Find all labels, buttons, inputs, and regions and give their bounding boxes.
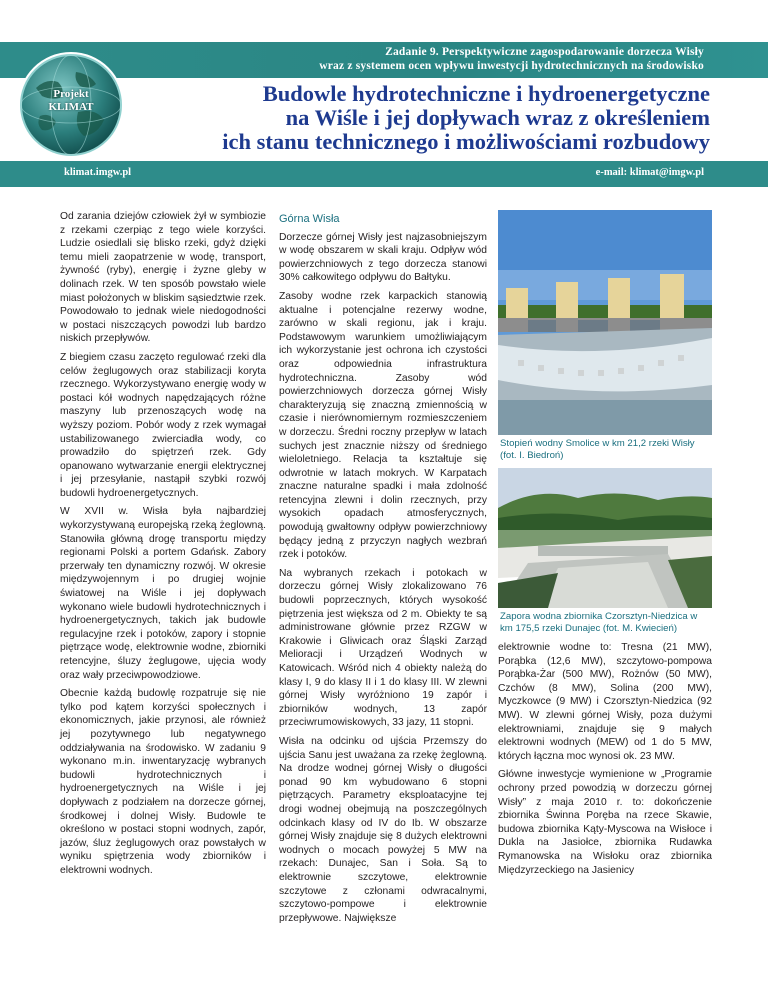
column-3	[498, 210, 712, 882]
photo-smolice	[498, 210, 712, 435]
task-text	[319, 45, 704, 73]
column-3-text	[498, 641, 712, 877]
title-line-1: Budowle hydrotechniczne i hydroenergetyczne	[262, 81, 710, 106]
paragraph: Dorzecze górnej Wisły jest najzasobniejszym w wodę obszarem w skali kraju. Odpływ wód powierzchniowych z tego dorzecza stanowi 30% całkowitego odpływu do Bałtyku.	[279, 231, 487, 284]
dam-photo-smolice	[498, 210, 712, 435]
column-2	[279, 210, 487, 930]
column-1	[60, 210, 266, 883]
paragraph: Główne inwestycje wymienione w „Programie ochrony przed powodzią w dorzeczu górnej Wisły” z maja 2010 r. to: dokończenie zbiornika Świnna Poręba na rzece Skawie, budowa zbiornika Kąty-Myscowa na Wisłoce i Dukla na Jasiołce, zbiornika Rudawka Rymanowska na Wisłoku oraz zbiornika Międzyrzeckiego na Jasienicy	[498, 769, 712, 876]
dam-photo-czorsztyn	[498, 468, 712, 608]
paragraph: Zasoby wodne rzek karpackich stanowią aktualne i potencjalne rezerwy wodne, zarówno w skali regionu, jak i kraju. Podstawowym warunkiem umożliwiającym ich wykorzystanie jest ochrona ich czystości oraz odpowiednia infrastruktura hydrotechniczna. Zasoby wód powierzchniowych dorzecza górnej Wisły charakteryzują się znaczną zmiennością w czasie i nierównomiernym rozmieszczeniem w dorzeczu. Średni roczny przepływ w latach suchych jest znacznie niższy od średniego wieloletniego. Relacja ta kształtuje się odwrotnie w latach mokrych. W Karpatach znaczne naturalne spadki i mała zdolność retencyjna zlewni i dolin rzecznych, przy wysokich opadach atmosferycznych, powodują gwałtowny odpływ powierzchniowy będący jedną z przyczyn nagłych wezbrań rzek i potoków.	[279, 290, 487, 561]
logo-line-2: KLIMAT	[48, 101, 94, 113]
paragraph: W XVII w. Wisła była najbardziej wykorzystywaną europejską rzeką żeglowną. Stanowiła główną drogę transportu między regionami Polski a portem Gdańsk. Zabory przerwały ten dynamiczny rozwój. W okresie międzywojennym i po drugiej wojnie światowej na Wiśle i jej dopływach wykonano wiele budowli hydrotechnicznych i hydroenergetycznych, takich jak budowle regulacyjne rzek i potoków, zapory i stopnie piętrzące wodę, elektrownie wodne, zbiorniki retencyjne, śluzy żeglugowe, ujęcia wody oraz wały przeciwpowodziowe.	[60, 506, 266, 681]
paragraph: Na wybranych rzekach i potokach w dorzeczu górnej Wisły zlokalizowano 76 budowli poprzecznych, których wysokość piętrzenia jest większa od 2 m. Obiekty te są administrowane głównie przez RZGW w Krakowie i Gliwicach oraz Śląski Zarząd Melioracji i Urządzeń Wodnych w Katowicach. Wśród nich 4 obiekty należą do klasy I, 9 do klasy II i 1 do klasy III. W zlewni górnej Wisły wyróżniono 19 zapór i zbiorników wodnych, 13 zapór przeciwrumowiskowych, 33 jazy, 11 stopni.	[279, 567, 487, 729]
photo-caption-1: Stopień wodny Smolice w km 21,2 rzeki Wisły (fot. I. Biedroń)	[500, 438, 695, 461]
page-title	[222, 82, 710, 154]
photo-caption-2: Zapora wodna zbiornika Czorsztyn-Niedzica w km 175,5 rzeki Dunajec (fot. M. Kwiecień)	[500, 611, 698, 634]
project-klimat-logo	[16, 50, 126, 160]
title-line-3: ich stanu technicznego i możliwościami rozbudowy	[222, 129, 710, 154]
paragraph: Od zarania dziejów człowiek żył w symbiozie z rzekami czerpiąc z tego wiele korzyści. Ludzie osiedlali się blisko rzeki, gdyż dzięki temu mieli zaopatrzenie w wodę, transport, żywność (ryby), energię i żyzne gleby w dolinach rzek. W ten sposób powstało wiele miast położonych w bliskim sąsiedztwie rzek. Powodowało to jednak wiele niedogodności w postaci niszczących powodzi lub bardzo niskich przepływów.	[60, 211, 266, 345]
task-line-1: Zadanie 9. Perspektywiczne zagospodarowanie dorzecza Wisły	[385, 46, 704, 58]
logo-text	[16, 88, 126, 114]
paragraph: Obecnie każdą budowlę rozpatruje się nie tylko pod kątem korzyści społecznych i ekonomicznych, jakie przynosi, ale również jej pozytywnego lub negatywnego oddziaływania na środowisko. W zadaniu 9 wykonano m.in. inwentaryzację wybranych budowli hydrotechnicznych i hydroenergetycznych na Wiśle i jej dopływach z podziałem na dorzecze górnej, środkowej i dolnej Wisły. Budowle te określono w postaci stopni wodnych, zapór, jazów, śluz żeglugowych oraz powstałych w wyniku spiętrzenia wody zbiorników i elektrowni wodnych.	[60, 688, 266, 876]
paragraph: Z biegiem czasu zaczęto regulować rzeki dla celów żeglugowych oraz stabilizacji koryta rzecznego. Wykorzystywano energię wody w postaci kół wodnych napędzających różne maszyny lub przenoszących wodę na wyższy poziom. Pobór wody z rzek wymagał ustabilizowanego zwierciadła wody, co prowadziło do spiętrzeń rzek. Gdy opanowano wytwarzanie energii elektrycznej i jej przesyłanie, nastąpił szybki rozwój budowli hydroenergetycznych.	[60, 351, 266, 499]
paragraph: elektrownie wodne to: Tresna (21 MW), Porąbka (12,6 MW), szczytowo-pompowa Porąbka-Żar (500 MW), Rożnów (50 MW), Czchów (8 MW), Solina (200 MW), Myczkowce (9 MW) i Czorsztyn-Niedzica (92 MW). W zlewni górnej Wisły, poza dużymi elektrowniami, znajduje się 9 małych elektrowni wodnych (MEW) od 1 do 5 MW, których łączna moc wynosi ok. 23 MW.	[498, 642, 712, 762]
page-header	[0, 0, 768, 192]
website-link[interactable]: klimat.imgw.pl	[64, 167, 132, 178]
contact-banner	[0, 161, 768, 187]
photo-czorsztyn	[498, 468, 712, 608]
paragraph: Wisła na odcinku od ujścia Przemszy do ujścia Sanu jest uważana za rzekę żeglowną. Na drodze wodnej górnej Wisły o długości ponad 90 km wybudowano 6 stopni piętrzących. Parametry eksploatacyjne tej drogi wodnej obejmują na poszczególnych odcinkach klasy od IV do Ib. W obszarze górnej Wisły znajduje się 8 dużych elektrowni wodnych o mocach powyżej 5 MW na rzekach: Dunajec, San i Soła. Są to elektrownie szczytowe, elektrownie szczytowe z członami odwracalnymi, szczytowo-pompowe i elektrownie przepływowe. Największe	[279, 735, 487, 924]
section-heading: Górna Wisła	[279, 213, 340, 225]
email-link[interactable]: e-mail: klimat@imgw.pl	[595, 167, 704, 178]
logo-line-1: Projekt	[53, 88, 89, 100]
task-line-2: wraz z systemem ocen wpływu inwestycji hydrotechnicznych na środowisko	[319, 60, 704, 72]
title-line-2: na Wiśle i jej dopływach wraz z określeniem	[285, 105, 710, 130]
